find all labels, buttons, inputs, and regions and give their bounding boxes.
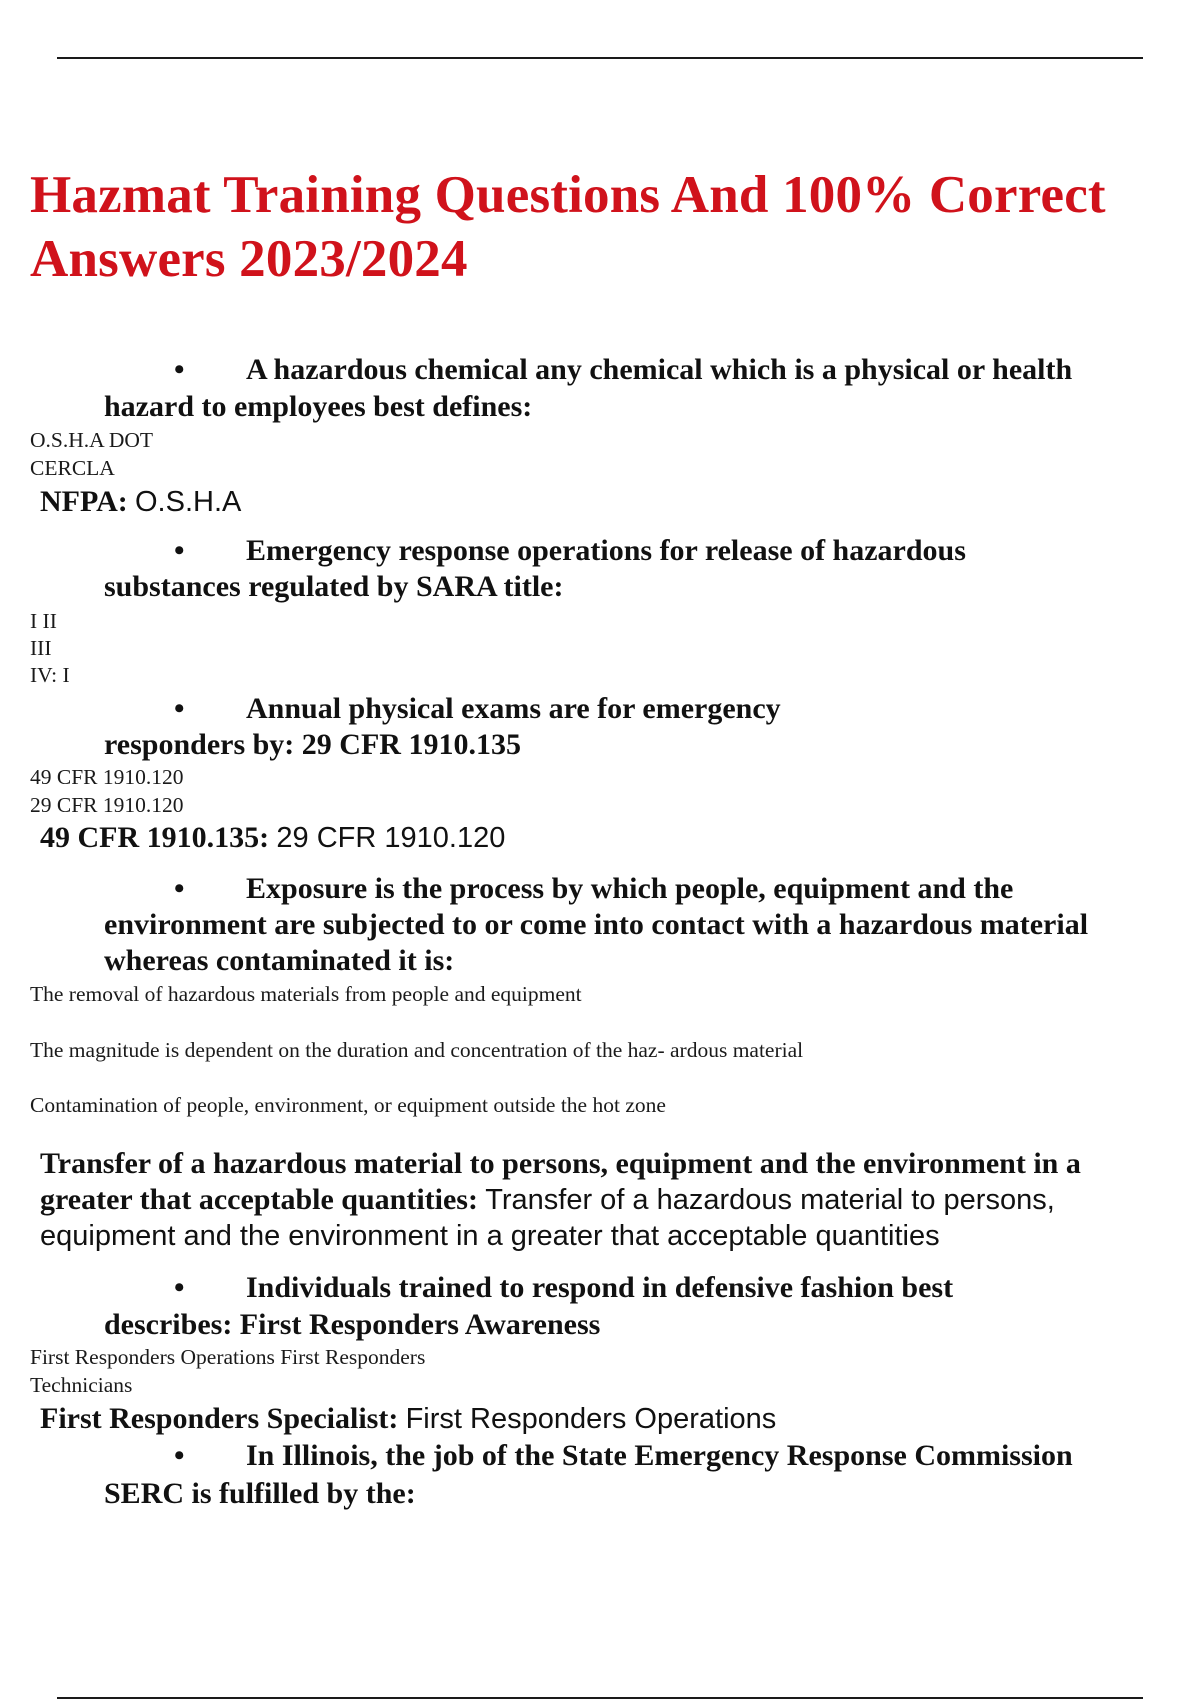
question-1-option-1: O.S.H.A DOT bbox=[30, 428, 154, 452]
question-1 bbox=[104, 352, 1164, 424]
question-3-answer-value: 29 CFR 1910.120 bbox=[276, 822, 506, 854]
question-6-line-1: In Illinois, the job of the State Emergency Response Commission bbox=[246, 1439, 1073, 1472]
bottom-rule bbox=[57, 1697, 1143, 1699]
question-1-answer-value: O.S.H.A bbox=[135, 486, 242, 518]
question-4-option-1: The removal of hazardous materials from people and equipment bbox=[30, 982, 582, 1006]
question-5-answer bbox=[40, 1401, 776, 1437]
question-3 bbox=[104, 691, 1164, 763]
bullet-icon: • bbox=[174, 872, 185, 905]
question-5-option-1: First Responders Operations First Responders bbox=[30, 1345, 426, 1369]
question-4-line-1: Exposure is the process by which people, equipment and the bbox=[246, 872, 1014, 905]
question-5-line-2: describes: First Responders Awareness bbox=[104, 1308, 601, 1341]
question-3-answer-label: 49 CFR 1910.135: bbox=[40, 821, 270, 854]
question-1-line-2: hazard to employees best defines: bbox=[104, 390, 533, 423]
question-4-answer-label-line-1: Transfer of a hazardous material to persons, equipment and the environment in a bbox=[40, 1147, 1081, 1180]
question-3-answer bbox=[40, 820, 505, 856]
question-5 bbox=[104, 1270, 1164, 1342]
document-title: Hazmat Training Questions And 100% Correct Answers 2023/2024 bbox=[30, 166, 1106, 288]
question-2-answer: IV: I bbox=[30, 663, 70, 687]
question-2 bbox=[104, 533, 1164, 605]
bullet-icon: • bbox=[174, 1271, 185, 1304]
question-3-option-1: 49 CFR 1910.120 bbox=[30, 765, 184, 789]
question-4-answer-value-line-1: Transfer of a hazardous material to persons, bbox=[485, 1184, 1055, 1216]
question-4-answer-label-line-2: greater that acceptable quantities: bbox=[40, 1183, 478, 1216]
question-4-line-2: environment are subjected to or come into contact with a hazardous material bbox=[104, 908, 1089, 941]
bullet-icon: • bbox=[174, 353, 185, 386]
question-3-line-1: Annual physical exams are for emergency bbox=[246, 692, 781, 725]
question-5-option-2: Technicians bbox=[30, 1373, 133, 1397]
question-2-line-1: Emergency response operations for release of hazardous bbox=[246, 534, 966, 567]
question-1-answer bbox=[40, 484, 241, 520]
bullet-icon: • bbox=[174, 1439, 185, 1472]
question-1-answer-label: NFPA: bbox=[40, 485, 128, 518]
question-5-answer-label: First Responders Specialist: bbox=[40, 1402, 399, 1435]
bullet-icon: • bbox=[174, 692, 185, 725]
question-5-line-1: Individuals trained to respond in defensive fashion best bbox=[246, 1271, 954, 1304]
top-rule bbox=[57, 57, 1143, 59]
question-2-line-2: substances regulated by SARA title: bbox=[104, 570, 564, 603]
bullet-icon: • bbox=[174, 534, 185, 567]
question-4-line-3: whereas contaminated it is: bbox=[104, 944, 455, 977]
question-4-answer-value-line-2: equipment and the environment in a greater that acceptable quantities bbox=[40, 1220, 940, 1252]
question-5-answer-value: First Responders Operations bbox=[405, 1403, 777, 1435]
question-4-option-3: Contamination of people, environment, or equipment outside the hot zone bbox=[30, 1093, 666, 1117]
question-1-line-1: A hazardous chemical any chemical which is a physical or health bbox=[246, 353, 1073, 386]
question-3-option-2: 29 CFR 1910.120 bbox=[30, 793, 184, 817]
question-2-option-2: III bbox=[30, 636, 52, 660]
question-4-option-2: The magnitude is dependent on the duration and concentration of the haz- ardous material bbox=[30, 1038, 804, 1062]
question-4-answer bbox=[40, 1146, 1081, 1254]
question-6 bbox=[104, 1438, 1164, 1510]
question-1-option-2: CERCLA bbox=[30, 456, 115, 480]
question-3-line-2: responders by: 29 CFR 1910.135 bbox=[104, 728, 521, 761]
question-2-option-1: I II bbox=[30, 609, 57, 633]
question-4 bbox=[104, 871, 1164, 979]
question-6-line-2: SERC is fulfilled by the: bbox=[104, 1477, 416, 1510]
